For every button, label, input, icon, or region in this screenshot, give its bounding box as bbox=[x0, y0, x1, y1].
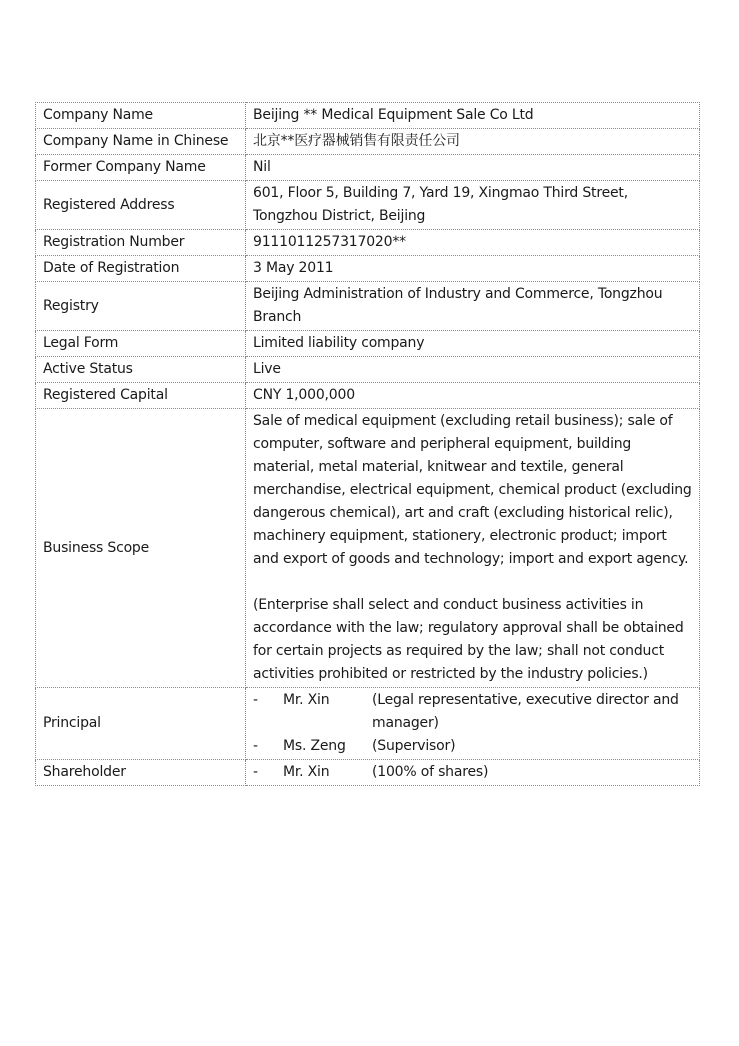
principal-entry bbox=[253, 689, 692, 735]
registered-address-value: 601, Floor 5, Building 7, Yard 19, Xingmao Third Street, Tongzhou District, Beijing bbox=[246, 181, 700, 230]
company-info-table bbox=[35, 102, 700, 786]
row-label: Shareholder bbox=[36, 760, 246, 786]
registration-number-value: 9111011257317020** bbox=[246, 230, 700, 256]
principal-entry bbox=[253, 735, 692, 758]
table-row bbox=[36, 357, 700, 383]
table-row bbox=[36, 331, 700, 357]
shareholder-entry bbox=[253, 761, 692, 784]
date-of-registration-value: 3 May 2011 bbox=[246, 256, 700, 282]
row-label: Principal bbox=[36, 688, 246, 760]
table-row bbox=[36, 256, 700, 282]
person-name: Mr. Xin bbox=[283, 692, 330, 708]
row-label: Legal Form bbox=[36, 331, 246, 357]
company-name-value: Beijing ** Medical Equipment Sale Co Ltd bbox=[246, 103, 700, 129]
person-role: (Supervisor) bbox=[372, 738, 456, 754]
table-row bbox=[36, 383, 700, 409]
row-label: Registry bbox=[36, 282, 246, 331]
person-role: (Legal representative, executive director and manager) bbox=[372, 692, 679, 731]
person-role: (100% of shares) bbox=[372, 764, 489, 780]
table-row bbox=[36, 230, 700, 256]
row-label: Business Scope bbox=[36, 409, 246, 688]
shareholder-value bbox=[246, 760, 700, 786]
legal-form-value: Limited liability company bbox=[246, 331, 700, 357]
business-scope-paragraph: (Enterprise shall select and conduct business activities in accordance with the law; regulatory approval shall be obtained for certain projects as required by the law; shall not conduct activities prohibited or restricted by the industry policies.) bbox=[253, 597, 684, 682]
business-scope-value bbox=[246, 409, 700, 688]
row-label: Registered Capital bbox=[36, 383, 246, 409]
row-label: Company Name bbox=[36, 103, 246, 129]
active-status-value: Live bbox=[246, 357, 700, 383]
row-label: Registered Address bbox=[36, 181, 246, 230]
row-label: Date of Registration bbox=[36, 256, 246, 282]
table-row bbox=[36, 181, 700, 230]
row-label: Registration Number bbox=[36, 230, 246, 256]
table-row bbox=[36, 282, 700, 331]
table-row bbox=[36, 688, 700, 760]
table-row bbox=[36, 103, 700, 129]
principal-value bbox=[246, 688, 700, 760]
table-row bbox=[36, 155, 700, 181]
person-name: Ms. Zeng bbox=[283, 738, 346, 754]
registered-capital-value: CNY 1,000,000 bbox=[246, 383, 700, 409]
former-company-name-value: Nil bbox=[246, 155, 700, 181]
paragraph-spacer bbox=[253, 571, 692, 594]
row-label: Active Status bbox=[36, 357, 246, 383]
company-name-chinese-value: 北京**医疗器械销售有限责任公司 bbox=[246, 129, 700, 155]
business-scope-paragraph: Sale of medical equipment (excluding retail business); sale of computer, software and peripheral equipment, building material, metal material, knitwear and textile, general merchandise, electrical equipment, chemical product (excluding dangerous chemical), art and craft (excluding historical relic), machinery equipment, stationery, electronic product; import and export of goods and technology; import and export agency. bbox=[253, 413, 692, 567]
table-row bbox=[36, 409, 700, 688]
list-dash: - bbox=[253, 764, 258, 780]
registry-value: Beijing Administration of Industry and Commerce, Tongzhou Branch bbox=[246, 282, 700, 331]
row-label: Company Name in Chinese bbox=[36, 129, 246, 155]
table-row bbox=[36, 129, 700, 155]
list-dash: - bbox=[253, 738, 258, 754]
row-label: Former Company Name bbox=[36, 155, 246, 181]
list-dash: - bbox=[253, 692, 258, 708]
person-name: Mr. Xin bbox=[283, 764, 330, 780]
table-row bbox=[36, 760, 700, 786]
